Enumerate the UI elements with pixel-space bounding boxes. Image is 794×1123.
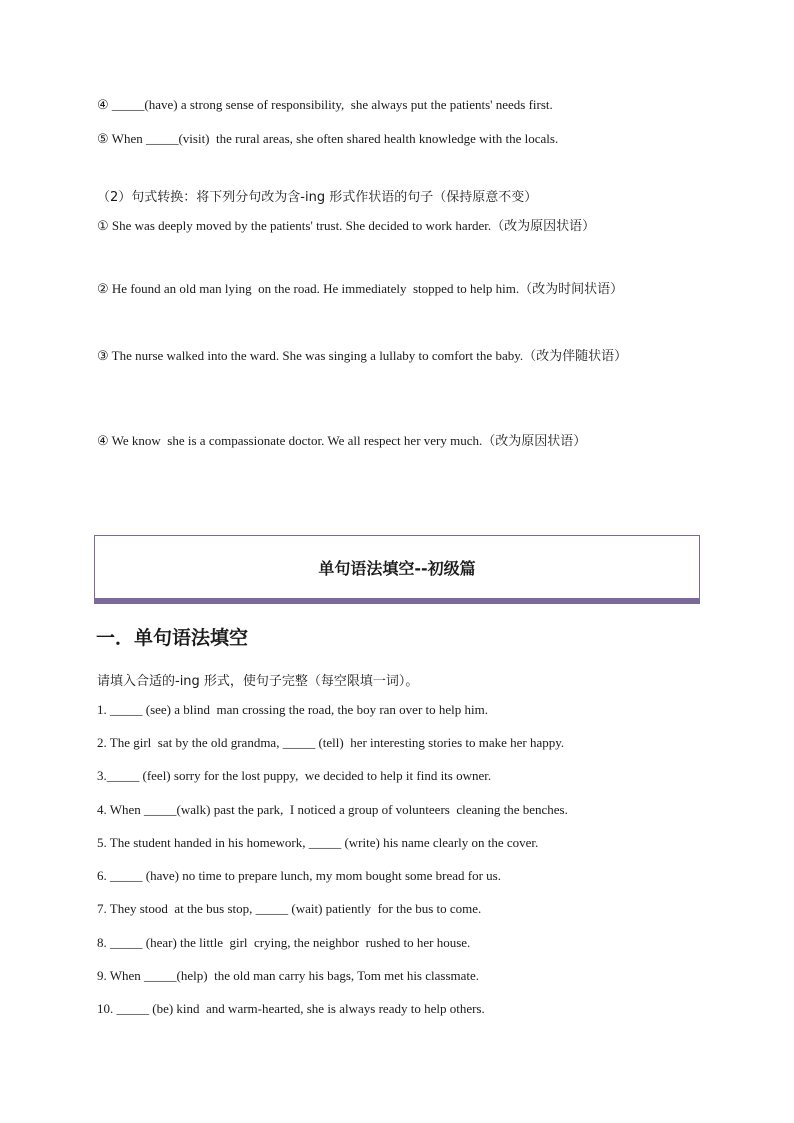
question-item: 2. The girl sat by the old grandma, _____ (tell) her interesting stories to make her happy. xyxy=(97,735,565,750)
question-item: 5. The student handed in his homework, _____ (write) his name clearly on the cover. xyxy=(97,835,539,850)
question-item: 8. _____ (hear) the little girl crying, the neighbor rushed to her house. xyxy=(97,935,471,950)
part-b-item-4: ④ We know she is a compassionate doctor. We all respect her very much.（改为原因状语） xyxy=(97,433,587,448)
part-b-item-1: ① She was deeply moved by the patients' trust. She decided to work harder.（改为原因状语） xyxy=(97,218,596,233)
question-item: 7. They stood at the bus stop, _____ (wait) patiently for the bus to come. xyxy=(97,901,482,916)
question-item: 3._____ (feel) sorry for the lost puppy, we decided to help it find its owner. xyxy=(97,768,492,783)
question-item: 6. _____ (have) no time to prepare lunch, my mom bought some bread for us. xyxy=(97,868,501,883)
title-underline-bar xyxy=(94,599,700,604)
question-item: 9. When _____(help) the old man carry his bags, Tom met his classmate. xyxy=(97,968,480,983)
section-title-box xyxy=(94,535,700,599)
part-b-item-3: ③ The nurse walked into the ward. She was singing a lullaby to comfort the baby.（改为伴随状语） xyxy=(97,348,628,363)
part-b-item-2: ② He found an old man lying on the road. He immediately stopped to help him.（改为时间状语） xyxy=(97,281,624,296)
part-a-item-4: ④ _____(have) a strong sense of responsibility, she always put the patients' needs first. xyxy=(97,97,553,112)
part-b-heading: （2）句式转换：将下列分句改为含-ing 形式作状语的句子（保持原意不变） xyxy=(97,190,538,205)
part-a-item-5: ⑤ When _____(visit) the rural areas, she often shared health knowledge with the locals. xyxy=(97,131,559,146)
instruction-text: 请填入合适的-ing 形式，使句子完整（每空限填一词）。 xyxy=(97,674,419,689)
question-item: 1. _____ (see) a blind man crossing the road, the boy ran over to help him. xyxy=(97,702,488,717)
section-heading: 一．单句语法填空 xyxy=(96,627,249,649)
section-title: 单句语法填空--初级篇 xyxy=(318,558,476,578)
question-item: 4. When _____(walk) past the park, I noticed a group of volunteers cleaning the benches. xyxy=(97,802,568,817)
question-item: 10. _____ (be) kind and warm-hearted, she is always ready to help others. xyxy=(97,1001,485,1016)
